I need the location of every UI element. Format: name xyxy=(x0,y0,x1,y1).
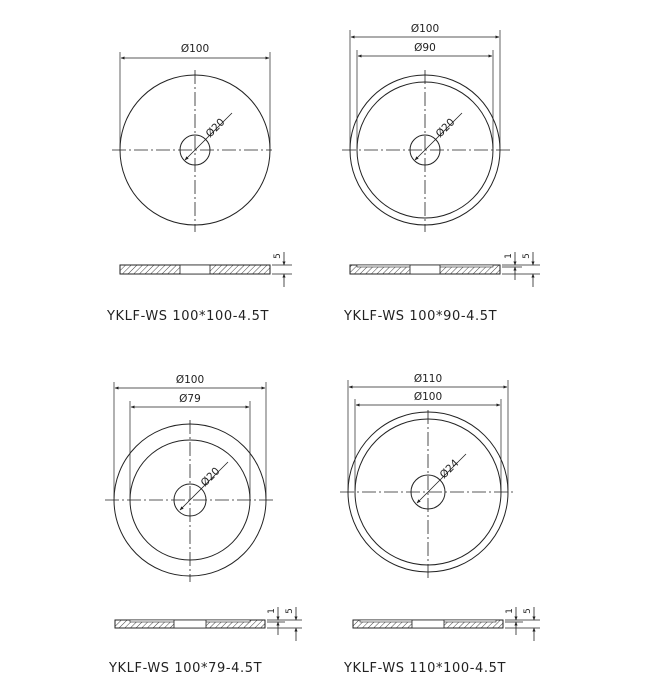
part-4-caption: YKLF-WS 110*100-4.5T xyxy=(344,661,507,676)
outer-diameter-label: Ø110 xyxy=(413,373,443,385)
part-2-drawing xyxy=(342,30,540,287)
thickness-label: 5 xyxy=(273,253,283,259)
part-1-drawing xyxy=(112,52,292,287)
part-3-caption: YKLF-WS 100*79-4.5T xyxy=(109,661,263,676)
part-2-caption: YKLF-WS 100*90-4.5T xyxy=(344,309,498,324)
thickness-label: 5 xyxy=(522,253,532,259)
part-4-drawing xyxy=(340,380,540,641)
inner-diameter-label: Ø90 xyxy=(414,42,436,54)
outer-diameter-label: Ø100 xyxy=(410,23,440,35)
outer-diameter-label: Ø100 xyxy=(180,43,210,55)
lip-label: 1 xyxy=(504,253,514,259)
bore-leader xyxy=(417,454,466,503)
thickness-label: 5 xyxy=(523,608,533,614)
inner-diameter-label: Ø79 xyxy=(179,393,201,405)
thickness-label: 5 xyxy=(285,608,295,614)
side-view-bore xyxy=(180,265,210,274)
lip-label: 1 xyxy=(267,608,277,614)
outer-diameter-label: Ø100 xyxy=(175,374,205,386)
bore-diameter-label: Ø20 xyxy=(198,465,223,490)
part-1-caption: YKLF-WS 100*100-4.5T xyxy=(107,309,270,324)
bore-diameter-label: Ø20 xyxy=(203,116,228,141)
side-view-bore xyxy=(174,620,206,628)
lip-label: 1 xyxy=(505,608,515,614)
side-view-bore xyxy=(412,620,444,628)
bore-diameter-label: Ø20 xyxy=(433,116,458,141)
side-view-bore xyxy=(410,265,440,274)
part-3-drawing xyxy=(105,382,302,641)
bore-diameter-label: Ø24 xyxy=(437,457,462,482)
inner-diameter-label: Ø100 xyxy=(413,391,443,403)
